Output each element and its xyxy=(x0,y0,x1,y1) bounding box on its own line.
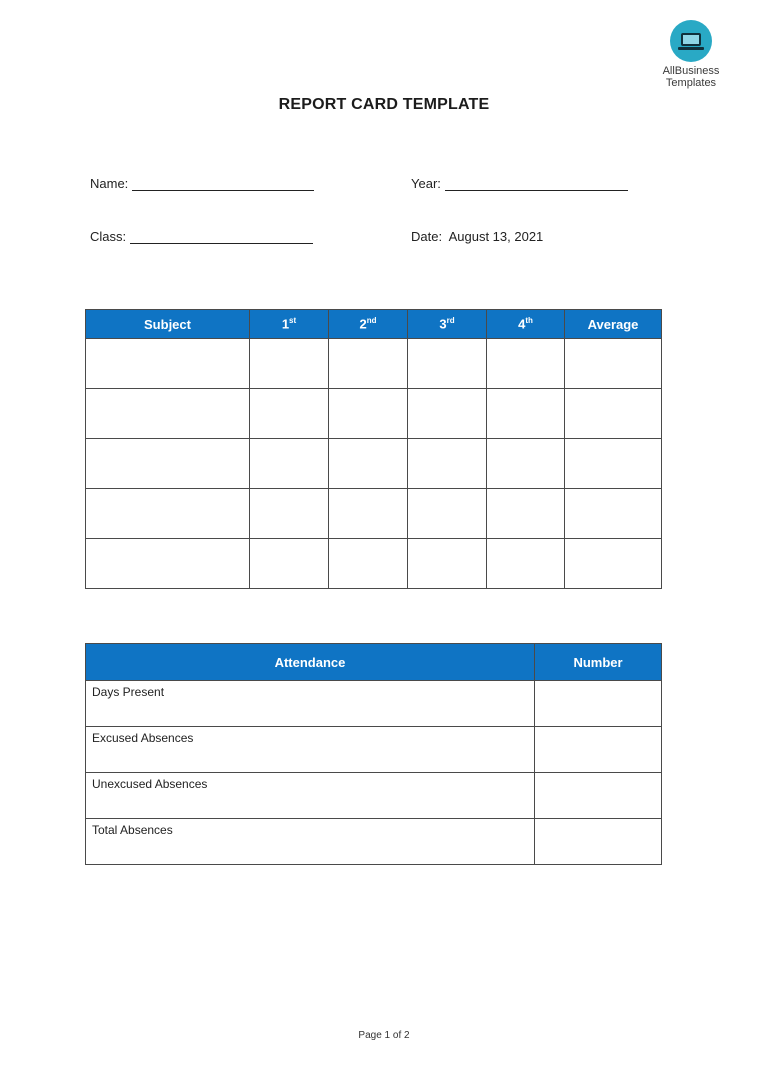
date-label: Date: xyxy=(411,229,443,244)
table-row xyxy=(86,339,662,389)
attendance-label: Unexcused Absences xyxy=(86,773,535,819)
grade-cell[interactable] xyxy=(565,339,662,389)
attendance-label: Excused Absences xyxy=(86,727,535,773)
laptop-icon xyxy=(670,20,712,62)
grade-cell[interactable] xyxy=(329,439,408,489)
attendance-label: Total Absences xyxy=(86,819,535,865)
brand-logo xyxy=(656,20,726,89)
year-field[interactable] xyxy=(411,176,628,191)
grades-table xyxy=(85,309,662,589)
grade-cell[interactable] xyxy=(408,389,487,439)
grades-header-row xyxy=(86,310,662,339)
table-row xyxy=(86,819,662,865)
grade-cell[interactable] xyxy=(86,489,250,539)
grade-cell[interactable] xyxy=(329,489,408,539)
year-blank[interactable] xyxy=(445,176,628,191)
grade-cell[interactable] xyxy=(329,389,408,439)
grade-cell[interactable] xyxy=(250,489,329,539)
name-field[interactable] xyxy=(90,176,314,191)
grade-cell[interactable] xyxy=(86,439,250,489)
grade-cell[interactable] xyxy=(487,439,565,489)
grade-cell[interactable] xyxy=(250,339,329,389)
grade-cell[interactable] xyxy=(565,489,662,539)
date-value: August 13, 2021 xyxy=(448,229,544,244)
grade-cell[interactable] xyxy=(86,389,250,439)
class-blank[interactable] xyxy=(130,229,313,244)
attendance-number-cell[interactable] xyxy=(535,681,662,727)
brand-line-1: AllBusiness xyxy=(662,65,720,77)
grade-cell[interactable] xyxy=(86,539,250,589)
header-attendance: Attendance xyxy=(86,644,535,681)
class-label: Class: xyxy=(90,229,127,244)
brand-line-2: Templates xyxy=(665,77,717,89)
grade-cell[interactable] xyxy=(487,489,565,539)
attendance-number-cell[interactable] xyxy=(535,773,662,819)
name-blank[interactable] xyxy=(132,176,314,191)
grade-cell[interactable] xyxy=(565,539,662,589)
grade-cell[interactable] xyxy=(408,539,487,589)
header-quarter-1: 1st xyxy=(250,310,329,339)
header-subject: Subject xyxy=(86,310,250,339)
attendance-number-cell[interactable] xyxy=(535,727,662,773)
attendance-table xyxy=(85,643,662,865)
header-quarter-3: 3rd xyxy=(408,310,487,339)
grade-cell[interactable] xyxy=(250,439,329,489)
header-number: Number xyxy=(535,644,662,681)
table-row xyxy=(86,773,662,819)
header-average: Average xyxy=(565,310,662,339)
header-quarter-2: 2nd xyxy=(329,310,408,339)
grade-cell[interactable] xyxy=(86,339,250,389)
grade-cell[interactable] xyxy=(408,339,487,389)
table-row xyxy=(86,681,662,727)
grade-cell[interactable] xyxy=(329,339,408,389)
table-row xyxy=(86,439,662,489)
date-field xyxy=(411,229,543,244)
grade-cell[interactable] xyxy=(487,539,565,589)
page-footer: Page 1 of 2 xyxy=(358,1030,410,1041)
attendance-label: Days Present xyxy=(86,681,535,727)
header-quarter-4: 4th xyxy=(487,310,565,339)
grade-cell[interactable] xyxy=(487,339,565,389)
page-title: REPORT CARD TEMPLATE xyxy=(278,96,490,113)
table-row xyxy=(86,539,662,589)
grade-cell[interactable] xyxy=(250,389,329,439)
table-row xyxy=(86,489,662,539)
grade-cell[interactable] xyxy=(250,539,329,589)
table-row xyxy=(86,727,662,773)
grade-cell[interactable] xyxy=(408,439,487,489)
attendance-number-cell[interactable] xyxy=(535,819,662,865)
grade-cell[interactable] xyxy=(487,389,565,439)
table-row xyxy=(86,389,662,439)
name-label: Name: xyxy=(90,176,129,191)
grade-cell[interactable] xyxy=(565,389,662,439)
grade-cell[interactable] xyxy=(565,439,662,489)
brand-name xyxy=(656,65,726,89)
year-label: Year: xyxy=(411,176,441,191)
grade-cell[interactable] xyxy=(408,489,487,539)
class-field[interactable] xyxy=(90,229,313,244)
attendance-header-row xyxy=(86,644,662,681)
grade-cell[interactable] xyxy=(329,539,408,589)
